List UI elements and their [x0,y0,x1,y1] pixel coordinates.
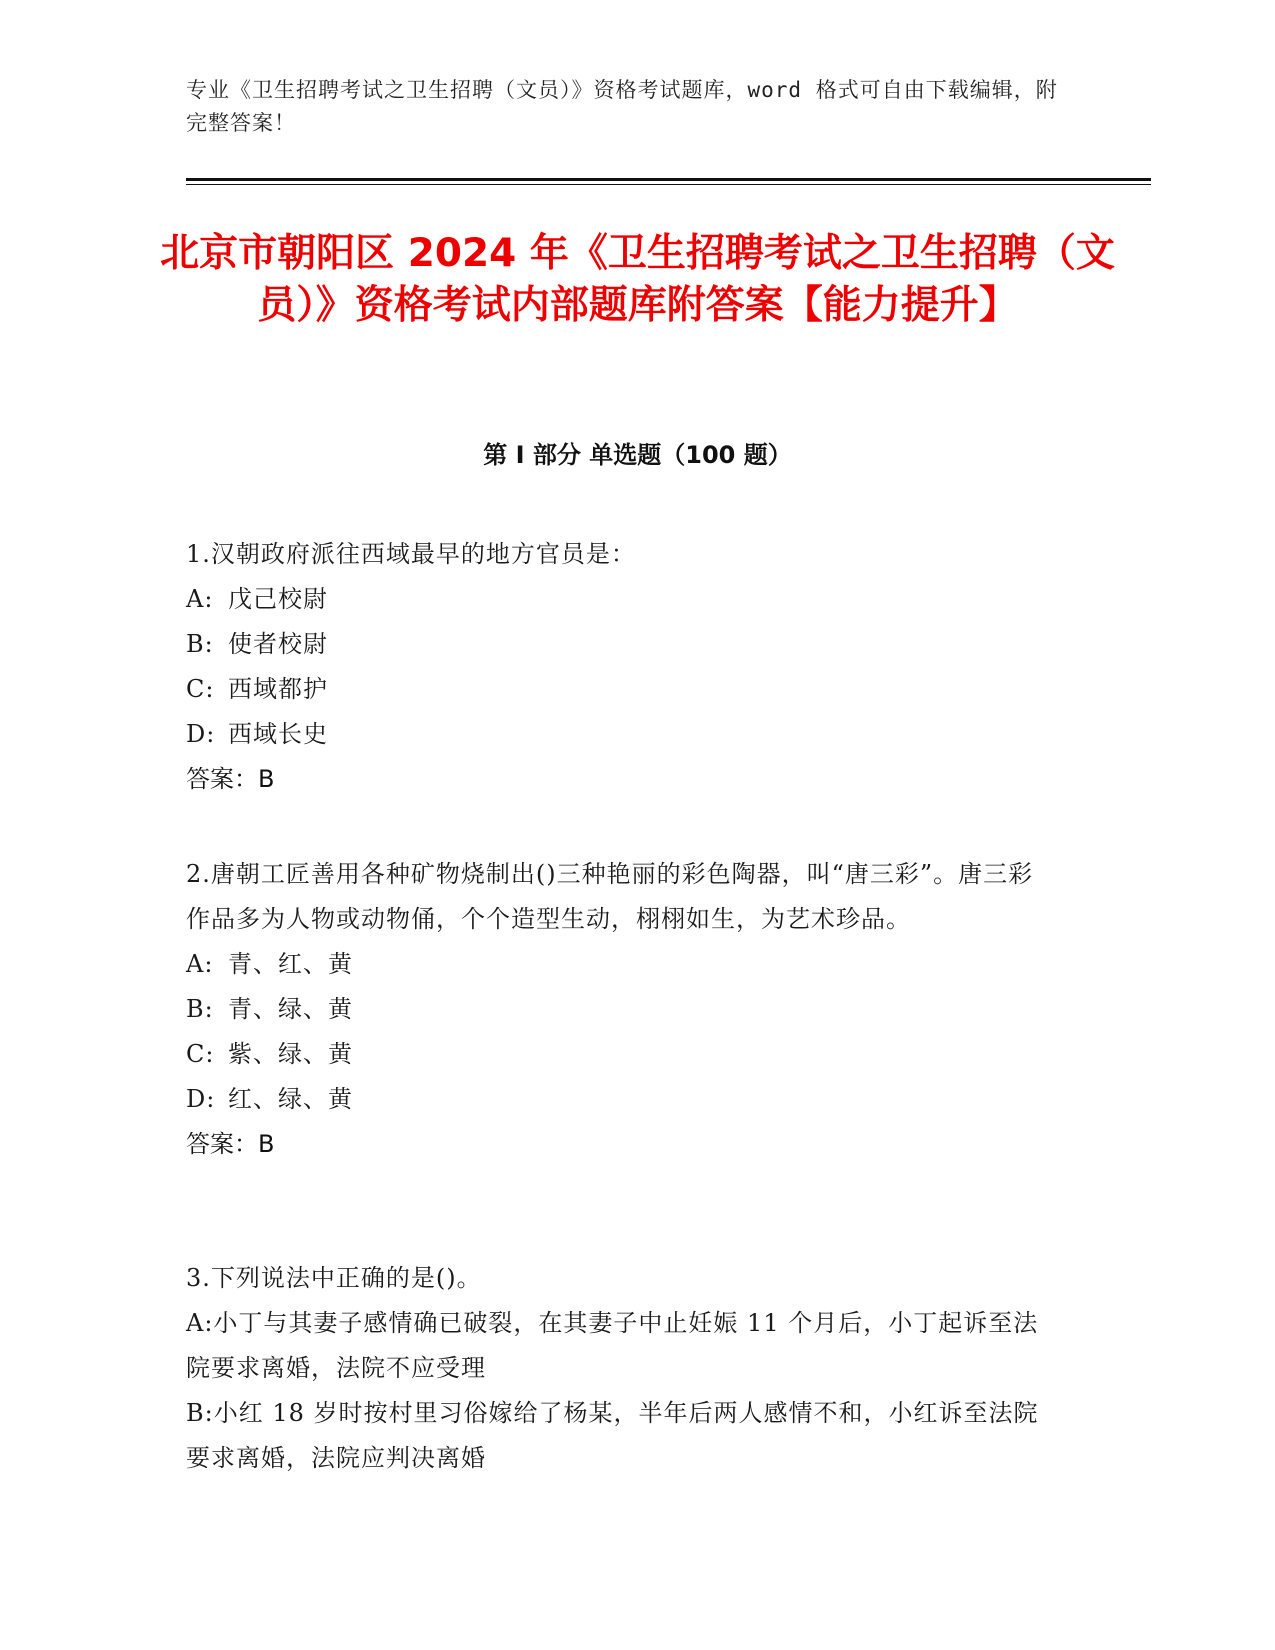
option-text: 红、绿、黄 [228,1085,353,1113]
option-a [186,577,1056,622]
section-title: 第 I 部分 单选题（100 题） [483,441,792,469]
answer-line: 答案：B [186,1130,275,1158]
option-c [186,1032,1056,1077]
option-key: D: [186,1085,216,1113]
option-d [186,1077,1056,1122]
option-key: B: [186,1399,214,1427]
option-text: 戊己校尉 [228,585,328,613]
option-b [186,622,1056,667]
option-b [186,1391,1056,1481]
document-title: 北京市朝阳区 2024 年《卫生招聘考试之卫生招聘（文员）》资格考试内部题库附答案【能力提升】 [160,231,1115,328]
option-a [186,1301,1056,1391]
question-text: 2.唐朝工匠善用各种矿物烧制出()三种艳丽的彩色陶器，叫“唐三彩”。唐三彩作品多为人物或动物俑，个个造型生动，栩栩如生，为艺术珍品。 [186,860,1034,933]
option-d [186,712,1056,757]
option-key: C: [186,1040,215,1068]
option-b [186,987,1056,1032]
question-text: 3.下列说法中正确的是()。 [186,1264,482,1292]
option-c [186,667,1056,712]
option-key: C: [186,675,215,703]
option-text: 小红 18 岁时按村里习俗嫁给了杨某，半年后两人感情不和，小红诉至法院要求离婚，法院应判决离婚 [186,1399,1039,1472]
option-key: B: [186,630,214,658]
option-key: D: [186,720,216,748]
question-text: 1.汉朝政府派往西域最早的地方官员是： [186,540,636,568]
question-3 [186,1256,1056,1481]
option-text: 紫、绿、黄 [228,1040,353,1068]
option-text: 青、红、黄 [228,950,353,978]
option-key: A: [186,950,214,978]
answer-line: 答案：B [186,765,275,793]
option-text: 西域长史 [228,720,328,748]
option-a [186,942,1056,987]
option-key: A: [186,585,214,613]
option-key: B: [186,995,214,1023]
question-2 [186,852,1056,1167]
option-text: 青、绿、黄 [228,995,353,1023]
question-1 [186,532,1056,802]
option-key: A: [186,1309,214,1337]
header-divider-thin [186,184,1151,185]
option-text: 西域都护 [228,675,328,703]
option-text: 小丁与其妻子感情确已破裂，在其妻子中止妊娠 11 个月后，小丁起诉至法院要求离婚，法院不应受理 [186,1309,1039,1382]
header-divider-thick [186,178,1151,181]
option-text: 使者校尉 [228,630,328,658]
header-note: 专业《卫生招聘考试之卫生招聘（文员）》资格考试题库，word 格式可自由下载编辑，附完整答案！ [186,78,1058,135]
